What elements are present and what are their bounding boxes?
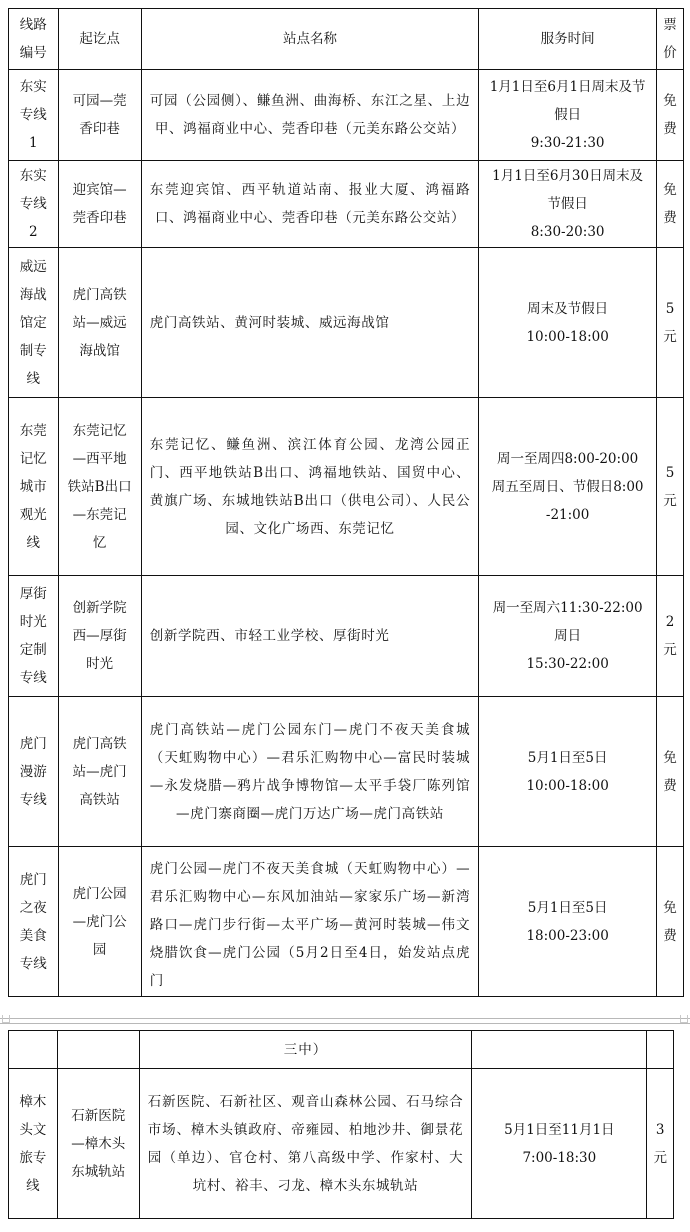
- continuation-row: [9, 1031, 674, 1069]
- stations: 东莞迎宾馆、西平轨道站南、报业大厦、鸿福路口、鸿福商业中心、莞香印巷（元美东路公交站）: [141, 161, 479, 248]
- route-id: 虎门之夜美食专线: [9, 847, 59, 997]
- start-end: 虎门高铁站—虎门高铁站: [58, 697, 141, 847]
- service-time-line1: 周一至周四8:00-20:00周五至周日、节假日8:00-21:00: [491, 450, 644, 523]
- routes-table: [8, 8, 684, 997]
- routes-table-continued: [8, 1030, 674, 1219]
- table-row: [9, 161, 684, 248]
- empty-cell: [9, 1031, 58, 1069]
- route-id: 厚街时光定制专线: [9, 576, 59, 697]
- route-id: 樟木头文旅专线: [9, 1069, 58, 1219]
- service-time-line1: 周一至周六11:30-22:00周日: [492, 600, 643, 644]
- table-row: [9, 248, 684, 398]
- service-time: [479, 161, 657, 248]
- service-time-line1: 5月1日至5日: [527, 749, 608, 766]
- fare: 5元: [657, 398, 684, 576]
- service-time-line1: 5月1日至5日: [527, 899, 608, 916]
- table-row: [9, 847, 684, 997]
- table-row: [9, 576, 684, 697]
- fare: 免费: [657, 161, 684, 248]
- service-time-line1: 5月1日至11月1日: [504, 1121, 615, 1138]
- service-time-line2: 10:00-18:00: [526, 777, 609, 794]
- service-time: [479, 398, 657, 576]
- start-end: 石新医院—樟木头东城轨站: [57, 1069, 139, 1219]
- service-time-line2: 9:30-21:30: [530, 135, 605, 151]
- service-time-line1: 1月1日至6月30日周末及节假日: [492, 168, 644, 212]
- stations: 虎门高铁站、黄河时装城、威远海战馆: [141, 248, 479, 398]
- service-time: [472, 1069, 647, 1219]
- start-end: 虎门公园—虎门公园: [58, 847, 141, 997]
- fare: 免费: [657, 70, 684, 161]
- route-id: 威远海战馆定制专线: [9, 248, 59, 398]
- stations: 石新医院、石新社区、观音山森林公园、石马综合市场、樟木头镇政府、帝雍园、柏地沙井、御景花园（单边）、官仓村、第八高级中学、作家村、大坑村、裕丰、刁龙、樟木头东城轨站: [139, 1069, 472, 1219]
- service-time-line2: 18:00-23:00: [526, 927, 609, 944]
- table-row: [9, 70, 684, 161]
- stations-continuation: 三中）: [139, 1031, 472, 1069]
- fare: 免费: [657, 847, 684, 997]
- service-time: [479, 70, 657, 161]
- route-id: 东实专线2: [9, 161, 59, 248]
- empty-cell: [472, 1031, 647, 1069]
- service-time: [479, 847, 657, 997]
- start-end: 创新学院西—厚街时光: [58, 576, 141, 697]
- service-time-line2: 7:00-18:30: [522, 1149, 597, 1166]
- route-id: 东实专线1: [9, 70, 59, 161]
- stations: 东莞记忆、鳒鱼洲、滨江体育公园、龙湾公园正门、西平地铁站B出口、鸿福地铁站、国贸中心、黄旗广场、东城地铁站B出口（供电公司）、人民公园、文化广场西、东莞记忆: [141, 398, 479, 576]
- service-time: [479, 248, 657, 398]
- stations: 创新学院西、市轻工业学校、厚街时光: [141, 576, 479, 697]
- header-service-time: 服务时间: [479, 9, 657, 70]
- header-fare: 票价: [657, 9, 684, 70]
- table-row: [9, 1069, 674, 1219]
- route-id: 虎门漫游专线: [9, 697, 59, 847]
- empty-cell: [57, 1031, 139, 1069]
- stations: 虎门高铁站—虎门公园东门—虎门不夜天美食城（天虹购物中心）—君乐汇购物中心—富民时装城—永发烧腊—鸦片战争博物馆—太平手袋厂陈列馆—虎门寨商圈—虎门万达广场—虎门高铁站: [141, 697, 479, 847]
- start-end: 虎门高铁站—威远海战馆: [58, 248, 141, 398]
- page-break-divider: [0, 1014, 690, 1028]
- stations: 可园（公园侧）、鳒鱼洲、曲海桥、东江之星、上边甲、鸿福商业中心、莞香印巷（元美东路公交站）: [141, 70, 479, 161]
- empty-cell: [647, 1031, 674, 1069]
- start-end: 东莞记忆—西平地铁站B出口—东莞记忆: [58, 398, 141, 576]
- fare: 免费: [657, 697, 684, 847]
- fare: 2元: [657, 576, 684, 697]
- service-time: [479, 697, 657, 847]
- start-end: 可园—莞香印巷: [58, 70, 141, 161]
- header-route-id: 线路编号: [9, 9, 59, 70]
- service-time: [479, 576, 657, 697]
- header-row: [9, 9, 684, 70]
- service-time-line1: 1月1日至6月1日周末及节假日: [489, 79, 646, 123]
- service-time-line2: 8:30-20:30: [530, 224, 605, 240]
- fare: 3元: [647, 1069, 674, 1219]
- service-time-line2: 10:00-18:00: [526, 328, 609, 345]
- stations: 虎门公园—虎门不夜天美食城（天虹购物中心）—君乐汇购物中心—东风加油站—家家乐广场—新湾路口—虎门步行街—太平广场—黄河时装城—伟文烧腊饮食—虎门公园（5月2日至4日，始发站点虎门: [141, 847, 479, 997]
- service-time-line1: 周末及节假日: [527, 300, 609, 317]
- table-row: [9, 697, 684, 847]
- start-end: 迎宾馆—莞香印巷: [58, 161, 141, 248]
- route-id: 东莞记忆城市观光线: [9, 398, 59, 576]
- service-time-line2: 15:30-22:00: [526, 656, 609, 672]
- header-start-end: 起讫点: [58, 9, 141, 70]
- table-row: [9, 398, 684, 576]
- fare: 5元: [657, 248, 684, 398]
- header-stations: 站点名称: [141, 9, 479, 70]
